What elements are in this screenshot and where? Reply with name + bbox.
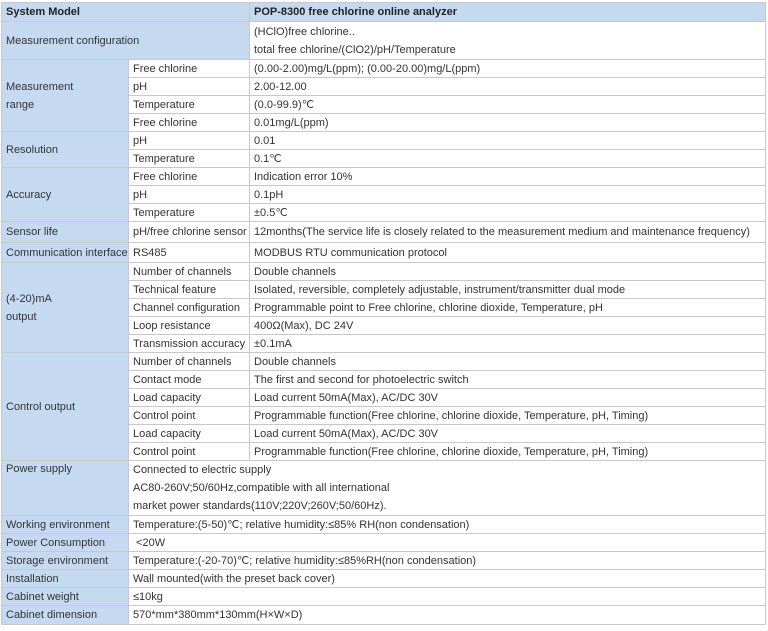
cabinet-dimension-row	[2, 606, 766, 625]
parameter-cell: Transmission accuracy	[129, 335, 250, 353]
parameter-cell: Free chlorine	[129, 60, 250, 78]
measurement-range-label-line: Measurement	[6, 80, 74, 93]
accuracy-label: Accuracy	[2, 168, 129, 222]
row-value: Wall mounted(with the preset back cover)	[129, 570, 766, 588]
storage-environment-row	[2, 552, 766, 570]
parameter-cell: Number of channels	[129, 263, 250, 281]
measurement-configuration-row	[2, 22, 766, 60]
value-cell: 2.00-12.00	[250, 78, 766, 96]
sensor-life-row	[2, 222, 766, 243]
analog-output-label-line: (4-20)mA	[6, 292, 52, 305]
row-label: Storage environment	[2, 552, 129, 570]
sensor-life-label: Sensor life	[2, 222, 129, 243]
value-cell: 0.1pH	[250, 186, 766, 204]
value-cell: ±0.5℃	[250, 204, 766, 222]
row-label: Installation	[2, 570, 129, 588]
power-supply-line: Connected to electric supply	[133, 464, 272, 476]
value-cell: 0.01	[250, 132, 766, 150]
analog-output-label-line: output	[6, 310, 37, 323]
parameter-cell: Technical feature	[129, 281, 250, 299]
value-cell: (0.0-99.9)℃	[250, 96, 766, 114]
analog-output-label	[2, 263, 129, 353]
value-cell: Programmable point to Free chlorine, chlorine dioxide, Temperature, pH	[250, 299, 766, 317]
communication-interface-label: Communication interface	[2, 243, 129, 263]
communication-interface-row	[2, 243, 766, 263]
table-row	[2, 132, 766, 150]
cabinet-weight-row	[2, 588, 766, 606]
value-cell: ±0.1mA	[250, 335, 766, 353]
power-supply-label: Power supply	[2, 461, 129, 516]
power-consumption-row	[2, 534, 766, 552]
power-supply-row	[2, 461, 766, 516]
parameter-cell: Load capacity	[129, 425, 250, 443]
row-label: Cabinet weight	[2, 588, 129, 606]
measurement-range-label	[2, 60, 129, 132]
value-cell: 0.01mg/L(ppm)	[250, 114, 766, 132]
value-cell: Indication error 10%	[250, 168, 766, 186]
parameter-cell: pH/free chlorine sensor	[129, 222, 250, 243]
measurement-configuration-line: total free chlorine/(ClO2)/pH/Temperature	[254, 43, 456, 56]
row-value: <20W	[129, 534, 766, 552]
resolution-label: Resolution	[2, 132, 129, 168]
value-cell: MODBUS RTU communication protocol	[250, 243, 766, 263]
parameter-cell: Control point	[129, 443, 250, 461]
parameter-cell: RS485	[129, 243, 250, 263]
row-label: Cabinet dimension	[2, 606, 129, 625]
parameter-cell: Temperature	[129, 204, 250, 222]
row-value: Temperature:(-20-70)℃; relative humidity:≤85%RH(non condensation)	[129, 552, 766, 570]
value-cell: Programmable function(Free chlorine, chlorine dioxide, Temperature, pH, Timing)	[250, 407, 766, 425]
measurement-range-label-line: range	[6, 98, 35, 111]
parameter-cell: pH	[129, 78, 250, 96]
value-cell: Double channels	[250, 353, 766, 371]
installation-row	[2, 570, 766, 588]
parameter-cell: Free chlorine	[129, 114, 250, 132]
working-environment-row	[2, 516, 766, 534]
value-cell: Load current 50mA(Max), AC/DC 30V	[250, 389, 766, 407]
value-cell: The first and second for photoelectric switch	[250, 371, 766, 389]
table-row	[2, 168, 766, 186]
row-label: Power Consumption	[2, 534, 129, 552]
value-cell: 0.1℃	[250, 150, 766, 168]
system-model-label: System Model	[2, 3, 250, 22]
row-label: Working environment	[2, 516, 129, 534]
value-cell: Load current 50mA(Max), AC/DC 30V	[250, 425, 766, 443]
value-cell: 12months(The service life is closely related to the measurement medium and maintenance frequency)	[250, 222, 766, 243]
measurement-configuration-label: Measurement configuration	[2, 22, 250, 60]
parameter-cell: Control point	[129, 407, 250, 425]
table-row	[2, 353, 766, 371]
control-output-label: Control output	[2, 353, 129, 461]
power-supply-value	[129, 461, 766, 516]
power-supply-line: AC80-260V;50/60Hz,compatible with all international	[133, 482, 390, 494]
parameter-cell: Load capacity	[129, 389, 250, 407]
parameter-cell: Contact mode	[129, 371, 250, 389]
measurement-configuration-line: (HClO)free chlorine..	[254, 25, 355, 38]
system-model-value: POP-8300 free chlorine online analyzer	[250, 3, 766, 22]
spec-table	[1, 2, 766, 625]
table-row	[2, 60, 766, 78]
value-cell: 400Ω(Max), DC 24V	[250, 317, 766, 335]
parameter-cell: Number of channels	[129, 353, 250, 371]
parameter-cell: pH	[129, 132, 250, 150]
value-cell: (0.00-2.00)mg/L(ppm); (0.00-20.00)mg/L(ppm)	[250, 60, 766, 78]
row-value: 570*mm*380mm*130mm(H×W×D)	[129, 606, 766, 625]
table-header-row	[2, 3, 766, 22]
parameter-cell: Temperature	[129, 96, 250, 114]
row-value: ≤10kg	[129, 588, 766, 606]
row-value: Temperature:(5-50)℃; relative humidity:≤85% RH(non condensation)	[129, 516, 766, 534]
measurement-configuration-value	[250, 22, 766, 60]
parameter-cell: Channel configuration	[129, 299, 250, 317]
table-row	[2, 263, 766, 281]
value-cell: Programmable function(Free chlorine, chlorine dioxide, Temperature, pH, Timing)	[250, 443, 766, 461]
parameter-cell: pH	[129, 186, 250, 204]
parameter-cell: Temperature	[129, 150, 250, 168]
value-cell: Isolated, reversible, completely adjustable, instrument/transmitter dual mode	[250, 281, 766, 299]
value-cell: Double channels	[250, 263, 766, 281]
parameter-cell: Free chlorine	[129, 168, 250, 186]
power-supply-line: market power standards(110V;220V;260V;50/60Hz).	[133, 500, 387, 512]
parameter-cell: Loop resistance	[129, 317, 250, 335]
